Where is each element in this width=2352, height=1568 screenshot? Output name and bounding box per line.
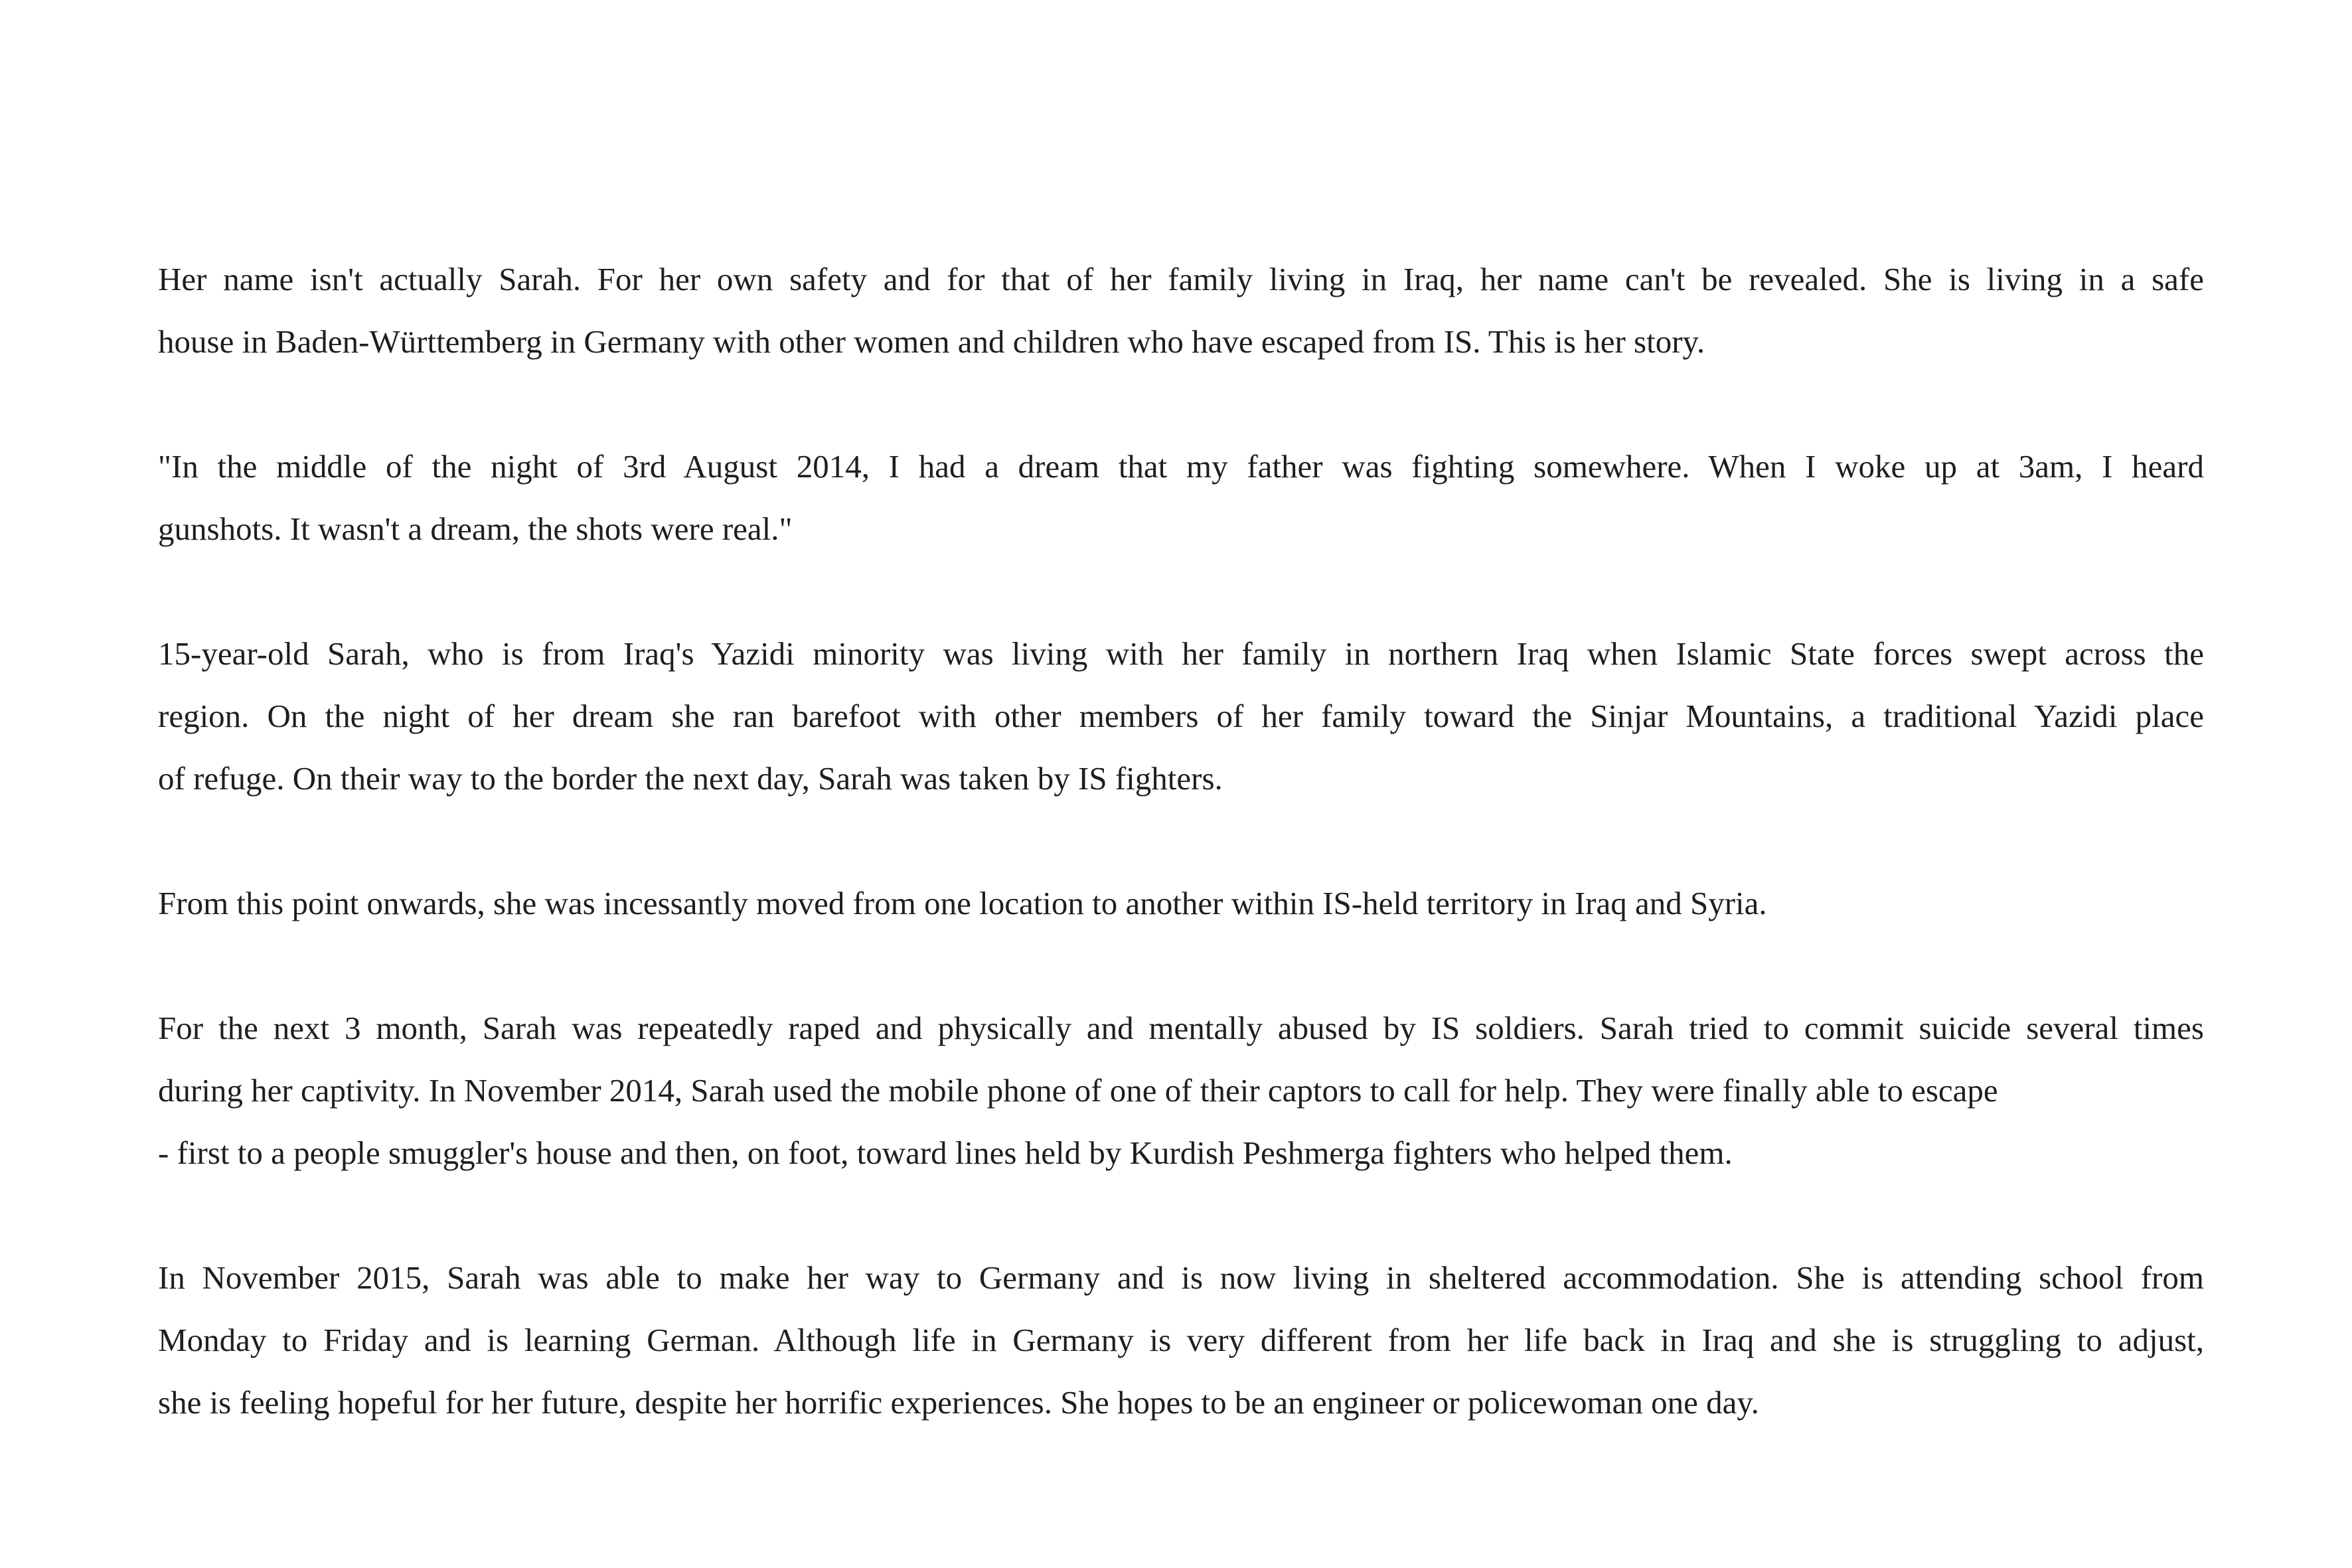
text-line: Her name isn't actually Sarah. For her own safety and for that of her family living in Iraq, her name can't be revealed. She is living in a safe (158, 261, 2204, 297)
paragraph-intro (158, 248, 2204, 373)
text-line: Monday to Friday and is learning German. Although life in Germany is very different from her life back in Iraq and she is struggling to adjust, (158, 1322, 2204, 1358)
text-line: she is feeling hopeful for her future, despite her horrific experiences. She hopes to be an engineer or policewoman one day. (158, 1384, 1759, 1421)
text-line: house in Baden-Württemberg in Germany with other women and children who have escaped from IS. This is her story. (158, 323, 1705, 360)
text-line: during her captivity. In November 2014, Sarah used the mobile phone of one of their captors to call for help. They were finally able to escape (158, 1072, 1998, 1109)
text-line: In November 2015, Sarah was able to make her way to Germany and is now living in sheltered accommodation. She is attending school from (158, 1259, 2204, 1296)
paragraph-germany (158, 1247, 2204, 1434)
text-line: From this point onwards, she was incessantly moved from one location to another within IS-held territory in Iraq and Syria. (158, 885, 1767, 921)
text-line: gunshots. It wasn't a dream, the shots were real." (158, 510, 793, 547)
document-body (158, 248, 2204, 1496)
text-line: - first to a people smuggler's house and then, on foot, toward lines held by Kurdish Peshmerga fighters who helped them. (158, 1135, 1733, 1171)
text-line: 15-year-old Sarah, who is from Iraq's Yazidi minority was living with her family in northern Iraq when Islamic State forces swept across the (158, 635, 2204, 672)
text-line: of refuge. On their way to the border the next day, Sarah was taken by IS fighters. (158, 760, 1223, 797)
paragraph-captivity (158, 997, 2204, 1184)
paragraph-background (158, 623, 2204, 810)
text-line: "In the middle of the night of 3rd August 2014, I had a dream that my father was fighting somewhere. When I woke up at 3am, I heard (158, 448, 2204, 485)
text-line: region. On the night of her dream she ran barefoot with other members of her family toward the Sinjar Mountains, a traditional Yazidi place (158, 698, 2204, 734)
paragraph-quote (158, 435, 2204, 560)
text-line: For the next 3 month, Sarah was repeatedly raped and physically and mentally abused by IS soldiers. Sarah tried to commit suicide several times (158, 1010, 2204, 1046)
paragraph-movement (158, 872, 2204, 935)
